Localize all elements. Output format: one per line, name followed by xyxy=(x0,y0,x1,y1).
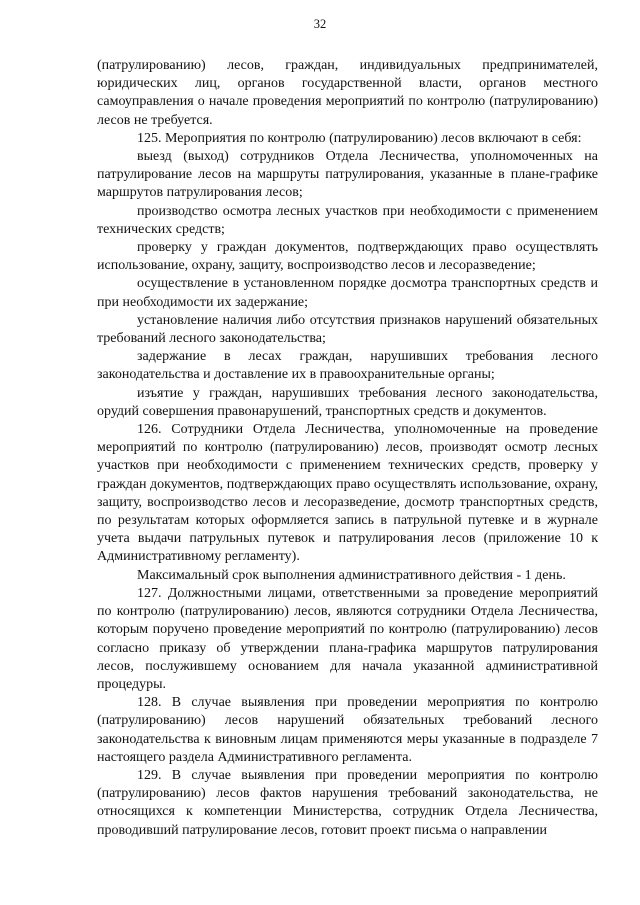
list-item: задержание в лесах граждан, нарушивших требования лесного законодательства и доставление их в правоохранительные органы; xyxy=(97,349,598,383)
list-item: установление наличия либо отсутствия признаков нарушений обязательных требований лесного законодательства; xyxy=(97,312,598,347)
page-number: 32 xyxy=(313,17,327,31)
list-item: производство осмотра лесных участков при необходимости с применением технических средств; xyxy=(97,203,598,237)
paragraph: (патрулированию) лесов, граждан, индивидуальных предпринимателей, юридических лиц, органов государственной власти, органов местного самоуправления о начале проведения мероприятий по контролю (патрулированию) лесов не требуется. xyxy=(97,58,598,128)
list-item: осуществление в установленном порядке досмотра транспортных средств и при необходимости их задержание; xyxy=(97,276,598,310)
paragraph: 129. В случае выявления при проведении мероприятия по контролю (патрулированию) лесов фактов нарушения требований законодательства, не относящихся к компетенции Министерства, сотрудник Отдела Лесничества, проводивший патрулирование лесов, готовит проект письма о направлении xyxy=(97,767,598,838)
paragraph: 125. Мероприятия по контролю (патрулированию) лесов включают в себя: xyxy=(137,130,582,146)
list-item: выезд (выход) сотрудников Отдела Лесничества, уполномоченных на патрулирование лесов на маршруты патрулирования, указанные в плане-графике маршрутов патрулирования лесов; xyxy=(97,149,598,201)
list-item: изъятие у граждан, нарушивших требования лесного законодательства, орудий совершения правонарушений, транспортных средств и документов. xyxy=(97,385,598,419)
paragraph: 128. В случае выявления при проведении мероприятия по контролю (патрулированию) лесов нарушений обязательных требований лесного законодательства к виновным лицам применяются меры указанные в подразделе 7 настоящего раздела Административного регламента. xyxy=(97,695,598,765)
document-body xyxy=(97,57,598,840)
paragraph: 126. Сотрудники Отдела Лесничества, уполномоченные на проведение мероприятий по контролю (патрулированию) лесов, производят осмотр лесных участков при необходимости с применением технических средств, проверку у граждан документов, подтверждающих право осуществлять использование, охрану, защиту, воспроизводство лесов и лесоразведение, досмотр транспортных средств, по результатам которых оформляется запись в патрульной путевке и в журнале учета выдачи патрульных путевок и патрулирования лесов (приложение 10 к Административному регламенту). xyxy=(97,422,598,565)
paragraph: 127. Должностными лицами, ответственными за проведение мероприятий по контролю (патрулированию) лесов, являются сотрудники Отдела Лесничества, которым поручено проведение мероприятий по контролю (патрулированию) лесов согласно приказу об утверждении плана-графика маршрутов патрулирования лесов, послужившему основанием для начала указанной административной процедуры. xyxy=(97,585,598,692)
list-item: проверку у граждан документов, подтверждающих право осуществлять использование, охрану, защиту, воспроизводство лесов и лесоразведение; xyxy=(97,240,598,274)
paragraph: Максимальный срок выполнения административного действия - 1 день. xyxy=(137,567,566,583)
